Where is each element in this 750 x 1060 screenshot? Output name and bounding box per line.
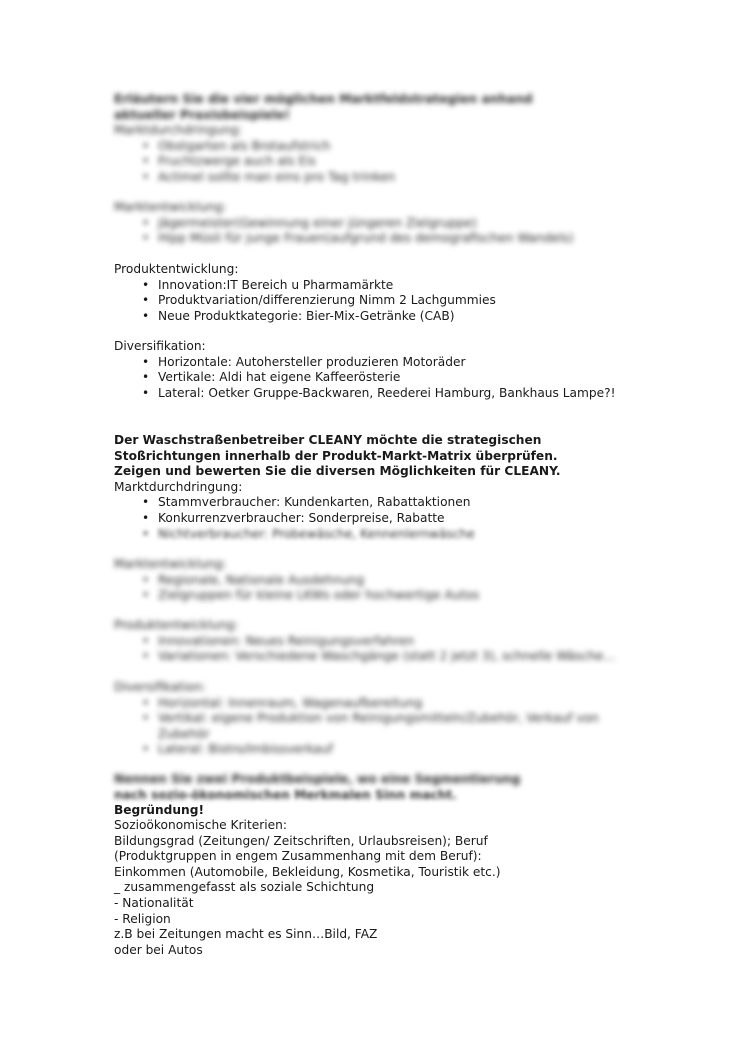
answer-line: (Produktgruppen in engem Zusammenhang mit dem Beruf): xyxy=(114,849,482,864)
section-heading: Diversifikation: xyxy=(114,680,206,694)
question-title-line-1: Erläutern Sie die vier möglichen Marktfeldstrategien anhand xyxy=(114,92,533,106)
bullet-icon: • xyxy=(142,231,150,246)
list-item: • Hipp Müsli für junge Frauen(aufgrund des demografischen Wandels) xyxy=(142,231,574,246)
list-item: • Zielgruppen für kleine LKWs oder hochwertige Autos xyxy=(142,588,480,603)
list-item: • Obstgarten als Brotaufstrich xyxy=(142,138,331,153)
bullet-icon: • xyxy=(142,495,150,510)
list-item: • Jägermeister(Gewinnung einer jüngeren Zielgruppe) xyxy=(142,215,477,230)
question-title-line-2: aktueller Praxisbeispiele! xyxy=(114,107,291,122)
bullet-icon: • xyxy=(142,308,150,323)
blurred-section-5 xyxy=(114,680,654,758)
section-heading: Produktentwicklung: xyxy=(114,262,239,276)
question-title-line-1: Der Waschstraßenbetreiber CLEANY möchte die strategischen xyxy=(114,433,542,447)
answer-line: - Religion xyxy=(114,911,171,926)
bullet-list xyxy=(114,139,654,186)
bullet-icon: • xyxy=(142,293,150,308)
answer-line: _ zusammengefasst als soziale Schichtung xyxy=(114,880,375,895)
question-title-line-2: nach sozio-ökonomischen Merkmalen Sinn macht. xyxy=(114,787,457,802)
answer-line: Sozioökonomische Kriterien: xyxy=(114,818,287,832)
list-item: • Vertikal: eigene Produktion von Reinigungsmitteln/Zubehör, Verkauf von Zubehör xyxy=(142,711,599,741)
bullet-icon: • xyxy=(142,138,150,153)
bullet-list xyxy=(114,634,654,665)
list-item: • Horizontal: Innenraum, Wagenaufbereitung xyxy=(142,695,423,710)
section-heading: Diversifikation: xyxy=(114,339,206,353)
section-heading: Marktentwicklung: xyxy=(114,200,227,214)
list-item: • Lateral: Bistro/Imbissverkauf xyxy=(142,742,333,757)
list-item: • Innovation:IT Bereich u Pharmamärkte xyxy=(142,277,394,292)
bullet-icon: • xyxy=(142,510,150,525)
section-heading: Marktdurchdringung: xyxy=(114,123,243,138)
question-title-line-1: Nennen Sie zwei Produktbeispiele, wo eine Segmentierung xyxy=(114,772,521,786)
list-item: • Produktvariation/differenzierung Nimm 2 Lachgummies xyxy=(142,293,496,308)
produktentwicklung-section xyxy=(114,262,654,324)
list-item: • Innovationen: Neues Reinigungsverfahren xyxy=(142,633,415,648)
answer-line: - Nationalität xyxy=(114,895,194,910)
list-item: • Vertikale: Aldi hat eigene Kaffeerösterie xyxy=(142,370,401,385)
bullet-list xyxy=(114,278,654,325)
section-heading: Marktdurchdringung: xyxy=(114,479,243,494)
bullet-icon: • xyxy=(142,588,150,603)
list-item: • Fruchtzwerge auch als Eis xyxy=(142,154,316,169)
blurred-section-1 xyxy=(114,92,654,186)
bullet-icon: • xyxy=(142,370,150,385)
list-item: • Nichtverbraucher: Probewäsche, Kennenlernwäsche xyxy=(142,526,475,541)
bullet-list xyxy=(114,495,654,542)
bullet-icon: • xyxy=(142,572,150,587)
bullet-list xyxy=(114,355,654,402)
section-heading: Produktentwicklung: xyxy=(114,618,239,632)
bullet-icon: • xyxy=(142,154,150,169)
bullet-icon: • xyxy=(142,526,150,541)
question-title-line-3: Begründung! xyxy=(114,803,205,818)
answer-line: oder bei Autos xyxy=(114,942,203,957)
list-item: • Konkurrenzverbraucher: Sonderpreise, Rabatte xyxy=(142,510,445,525)
bullet-list xyxy=(114,216,654,247)
bullet-icon: • xyxy=(142,695,150,710)
question-title-line-3: Zeigen und bewerten Sie die diversen Möglichkeiten für CLEANY. xyxy=(114,464,561,479)
cleany-question-section xyxy=(114,433,654,542)
segment-answer-section xyxy=(114,818,654,958)
list-item: • Horizontale: Autohersteller produzieren Motoräder xyxy=(142,354,466,369)
blurred-section-2 xyxy=(114,200,654,247)
diversifikation-section xyxy=(114,339,654,401)
bullet-icon: • xyxy=(142,385,150,400)
bullet-icon: • xyxy=(142,742,150,757)
bullet-icon: • xyxy=(142,277,150,292)
bullet-list xyxy=(114,696,654,758)
bullet-icon: • xyxy=(142,649,150,664)
bullet-icon: • xyxy=(142,215,150,230)
bullet-icon: • xyxy=(142,169,150,184)
bullet-list xyxy=(114,573,654,604)
segment-question-section xyxy=(114,772,654,819)
bullet-icon: • xyxy=(142,354,150,369)
bullet-icon: • xyxy=(142,633,150,648)
blurred-section-4 xyxy=(114,618,654,665)
list-item: • Regionale, Nationale Ausdehnung xyxy=(142,572,365,587)
answer-line: Bildungsgrad (Zeitungen/ Zeitschriften, Urlaubsreisen); Beruf xyxy=(114,833,488,848)
list-item: • Neue Produktkategorie: Bier-Mix-Getränke (CAB) xyxy=(142,308,455,323)
bullet-icon: • xyxy=(142,711,150,726)
list-item: • Stammverbraucher: Kundenkarten, Rabattaktionen xyxy=(142,495,471,510)
question-title-line-2: Stoßrichtungen innerhalb der Produkt-Markt-Matrix überprüfen. xyxy=(114,448,558,463)
list-item: • Variationen: Verschiedene Waschgänge (statt 2 jetzt 3), schnelle Wäsche… xyxy=(142,649,616,664)
list-item: • Lateral: Oetker Gruppe-Backwaren, Reederei Hamburg, Bankhaus Lampe?! xyxy=(142,385,616,400)
blurred-section-3 xyxy=(114,557,654,604)
list-item: • Actimel sollte man eins pro Tag trinken xyxy=(142,169,396,184)
answer-line: Einkommen (Automobile, Bekleidung, Kosmetika, Touristik etc.) xyxy=(114,864,501,879)
section-heading: Marktentwicklung: xyxy=(114,557,227,571)
answer-line: z.B bei Zeitungen macht es Sinn…Bild, FAZ xyxy=(114,927,378,942)
